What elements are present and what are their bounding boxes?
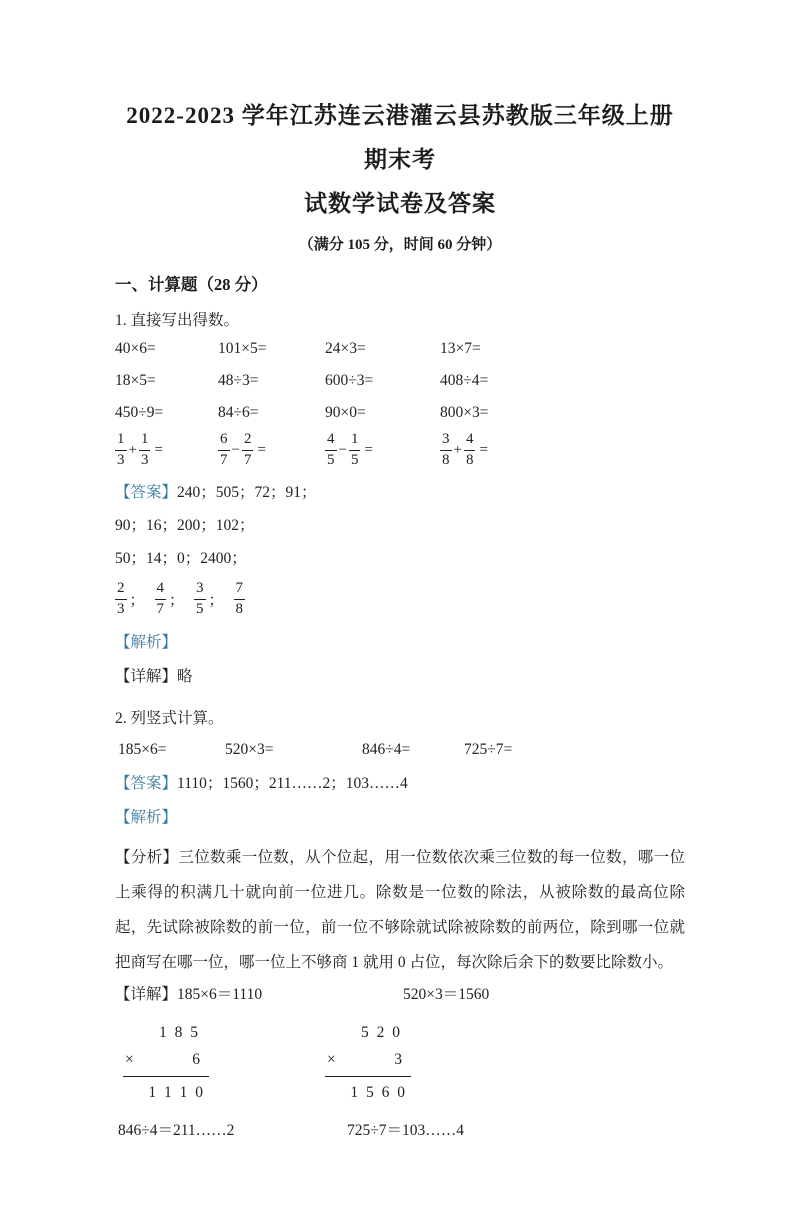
math-problem: 40×6=: [115, 340, 156, 357]
equals-sign: =: [154, 441, 163, 458]
operator: −: [231, 441, 240, 458]
question-1-label: 1. 直接写出得数。: [115, 312, 240, 329]
math-problem: 600÷3=: [325, 372, 374, 389]
section-1-heading: 一、计算题（28 分）: [115, 275, 268, 294]
math-problem: 450÷9=: [115, 404, 164, 421]
division-result: 725÷7＝103……4: [347, 1122, 465, 1139]
multiply-sign: ×: [327, 1051, 336, 1068]
q1-analysis-label: 【解析】: [115, 634, 178, 651]
fraction: $\frac{7}{8}$: [234, 579, 246, 619]
math-problem: 725÷7=: [464, 741, 513, 758]
fraction: $\frac{4}{5}$: [325, 430, 337, 470]
multiplier: 6: [192, 1051, 200, 1068]
q1-fraction-row: [115, 430, 685, 470]
separator: ；: [129, 592, 145, 609]
q1-answer-line-1: [115, 483, 685, 503]
page-content: [0, 94, 793, 1141]
equals-sign: =: [479, 441, 488, 458]
equals-sign: =: [364, 441, 373, 458]
math-problem: 84÷6=: [218, 404, 259, 421]
product: 1 5 6 0: [350, 1084, 407, 1101]
fraction: $\frac{4}{7}$: [155, 579, 167, 619]
math-problem: 48÷3=: [218, 372, 259, 389]
detail-label: 【详解】: [115, 668, 178, 685]
math-problem: 90×0=: [325, 404, 366, 421]
math-problem: 800×3=: [440, 404, 489, 421]
multiplier-row: [325, 1047, 411, 1077]
q2-detail-equations: [115, 985, 685, 1005]
math-problem: 101×5=: [218, 340, 267, 357]
answer-label: 【答案】: [115, 484, 178, 501]
title-line-2: 试数学试卷及答案: [304, 191, 496, 216]
separator: ；: [169, 592, 185, 609]
answer-values: 240；505；72；91；: [177, 484, 317, 501]
detail-label: 【详解】: [115, 986, 178, 1003]
operator: +: [453, 441, 462, 458]
equals-sign: =: [257, 441, 266, 458]
vertical-calculations: [115, 1018, 685, 1108]
fraction: $\frac{1}{3}$: [115, 430, 127, 470]
detail-text: 略: [177, 668, 193, 685]
q1-answer-fractions: [115, 579, 685, 619]
multiplier-row: [123, 1047, 209, 1077]
fraction: $\frac{3}{8}$: [440, 430, 452, 470]
multiplicand: 5 2 0: [361, 1024, 402, 1041]
vertical-multiplication-2: [325, 1018, 411, 1108]
fraction: $\frac{4}{8}$: [464, 430, 476, 470]
q2-division-results: [118, 1121, 685, 1141]
math-problem: 24×3=: [325, 340, 366, 357]
math-problem: 13×7=: [440, 340, 481, 357]
q1-answer-line-3: 50；14；0；2400；: [115, 550, 247, 567]
operator: −: [338, 441, 347, 458]
operator: +: [128, 441, 137, 458]
fraction: $\frac{3}{5}$: [194, 579, 206, 619]
fraction-problem: [325, 430, 440, 470]
q1-detail-line: [115, 667, 685, 687]
fraction-problem: [218, 430, 325, 470]
title-line-1: 2022-2023 学年江苏连云港灌云县苏教版三年级上册期末考: [126, 103, 674, 172]
division-result: 846÷4＝211……2: [118, 1122, 235, 1139]
q1-problem-row-1: [115, 339, 685, 359]
fraction-problem: [115, 430, 218, 470]
fraction: $\frac{2}{7}$: [242, 430, 254, 470]
answer-values: 1110；1560；211……2；103……4: [177, 775, 408, 792]
page-title: [115, 94, 685, 226]
q1-problem-row-2: [115, 371, 685, 391]
q2-answer-line: [115, 774, 685, 794]
q2-analysis-label: 【解析】: [115, 809, 178, 826]
math-problem: 520×3=: [225, 741, 274, 758]
product: 1 1 1 0: [148, 1084, 205, 1101]
fraction-problem: [440, 430, 685, 470]
exam-paper-page: [0, 94, 793, 1216]
separator: ；: [208, 592, 224, 609]
multiply-sign: ×: [125, 1051, 134, 1068]
question-2-label: 2. 列竖式计算。: [115, 710, 224, 727]
math-problem: 846÷4=: [362, 741, 411, 758]
answer-label: 【答案】: [115, 775, 178, 792]
fraction: $\frac{1}{3}$: [139, 430, 151, 470]
q1-answer-line-2: 90；16；200；102；: [115, 517, 255, 534]
q2-analysis-paragraph: [115, 840, 685, 980]
analysis-tag: 【分析】: [115, 849, 179, 866]
exam-meta-subtitle: （满分 105 分，时间 60 分钟）: [298, 237, 502, 253]
detail-equation: 【详解】185×6＝1110: [115, 986, 263, 1003]
multiplier: 3: [394, 1051, 402, 1068]
fraction: $\frac{1}{5}$: [349, 430, 361, 470]
detail-equation: 520×3＝1560: [403, 986, 490, 1003]
vertical-multiplication-1: [123, 1018, 209, 1108]
q1-problem-row-3: [115, 403, 685, 423]
analysis-text: 三位数乘一位数，从个位起，用一位数依次乘三位数的每一位数，哪一位上乘得的积满几十就向前一位进几。除数是一位数的除法，从被除数的最高位除起，先试除被除数的前一位，前一位不够除就试除被除数的前两位，除到哪一位就把商写在哪一位，哪一位上不够商 1 就用 0 占位，每次除后余下的数要比除数小。: [115, 849, 685, 971]
multiplicand: 1 8 5: [159, 1024, 200, 1041]
fraction: $\frac{2}{3}$: [115, 579, 127, 619]
fraction: $\frac{6}{7}$: [218, 430, 230, 470]
math-problem: 18×5=: [115, 372, 156, 389]
q2-problem-row: [118, 740, 685, 760]
math-problem: 408÷4=: [440, 372, 489, 389]
math-problem: 185×6=: [118, 741, 167, 758]
